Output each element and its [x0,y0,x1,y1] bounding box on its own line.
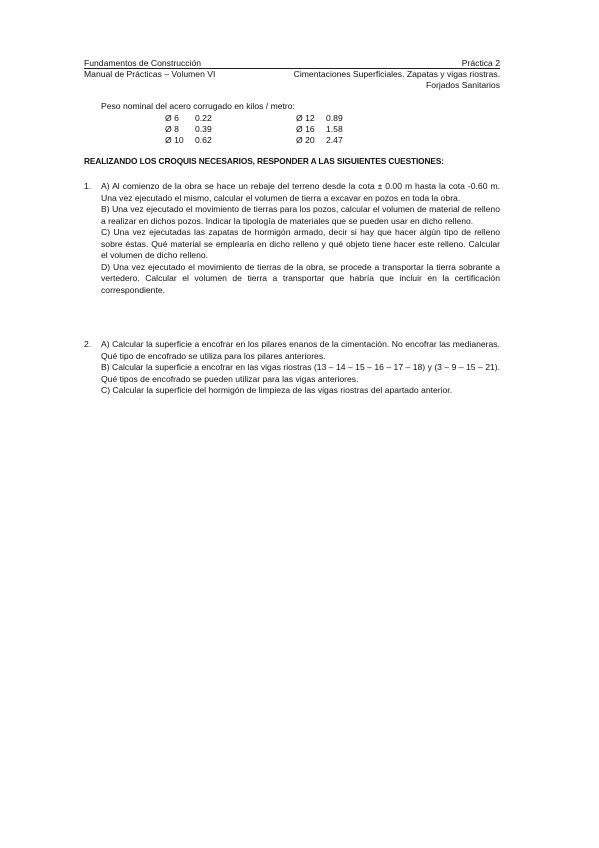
question-part: B) Calcular la superficie a encofrar en las vigas riostras (13 – 14 – 15 – 16 – 17 – 18) y (3 – 9 – 15 – 21). Qué tipos de encofrado se pueden utilizar para las vigas anteriores. [101,362,500,384]
weight-row [296,113,343,123]
steel-weights-title: Peso nominal del acero corrugado en kilos / metro: [101,101,295,111]
question-body [101,181,500,296]
manual-volume: Manual de Prácticas – Volumen VI [84,69,216,79]
weight-value: 0.22 [195,113,212,123]
weight-value: 0.39 [195,124,212,134]
weight-value: 1.58 [326,124,343,134]
weight-diameter: Ø 6 [165,113,179,123]
question-part: C) Calcular la superficie del hormigón de limpieza de las vigas riostras del apartado anterior. [101,385,453,395]
question-part: D) Una vez ejecutado el movimiento de tierras de la obra, se procede a transportar la tierra sobrante a vertedero. Calcular el volumen de tierra a transportar que habría que incluir en la certificación correspondiente. [101,261,500,295]
weight-value: 2.47 [326,135,343,145]
question-number: 1. [84,181,92,191]
question-1 [84,181,500,296]
weight-value: 0.62 [195,135,212,145]
weight-row [165,113,212,123]
weight-value: 0.89 [326,113,343,123]
question-part: A) Calcular la superficie a encofrar en los pilares enanos de la cimentación. No encofrar las medianeras. Qué tipo de encofrado se utiliza para los pilares anteriores. [101,339,500,361]
question-part: B) Una vez ejecutado el movimiento de tierras para los pozos, calcular el volumen de material de relleno a realizar en dichos pozos. Indicar la tipología de materiales que se pueden usar en dicho relleno. [101,204,500,226]
header-row-top [84,58,500,69]
steel-weights-table [101,113,343,147]
weight-diameter: Ø 16 [296,124,315,134]
steel-weights-block [101,101,343,147]
question-number: 2. [84,339,92,349]
practice-topic [294,69,500,91]
practice-number: Práctica 2 [461,58,500,68]
weight-row [165,124,212,134]
weight-diameter: Ø 20 [296,135,315,145]
weight-row [296,135,343,145]
weight-diameter: Ø 10 [165,135,184,145]
question-part: A) Al comienzo de la obra se hace un rebaje del terreno desde la cota ± 0.00 m hasta la cota -0.60 m. Una vez ejecutado el mismo, calcular el volumen de tierra a excavar en pozos en toda la obra. [101,181,500,203]
course-title: Fundamentos de Construcción [84,58,202,68]
section-heading: REALIZANDO LOS CROQUIS NECESARIOS, RESPONDER A LAS SIGUIENTES CUESTIONES: [84,156,444,166]
weight-row [165,135,212,145]
question-body [101,339,500,397]
question-part: C) Una vez ejecutadas las zapatas de hormigón armado, decir si hay que hacer algún tipo de relleno sobre éstas. Qué material se emplearía en dicho relleno y qué objeto tiene hacer este relleno. Calcular el volumen de dicho relleno. [101,227,500,260]
practice-topic-line2: Forjados Sanitarios [425,80,500,90]
weight-row [296,124,343,134]
weight-diameter: Ø 12 [296,113,315,123]
practice-topic-line1: Cimentaciones Superficiales. Zapatas y vigas riostras. [293,69,500,79]
question-2 [84,339,500,397]
weight-diameter: Ø 8 [165,124,179,134]
